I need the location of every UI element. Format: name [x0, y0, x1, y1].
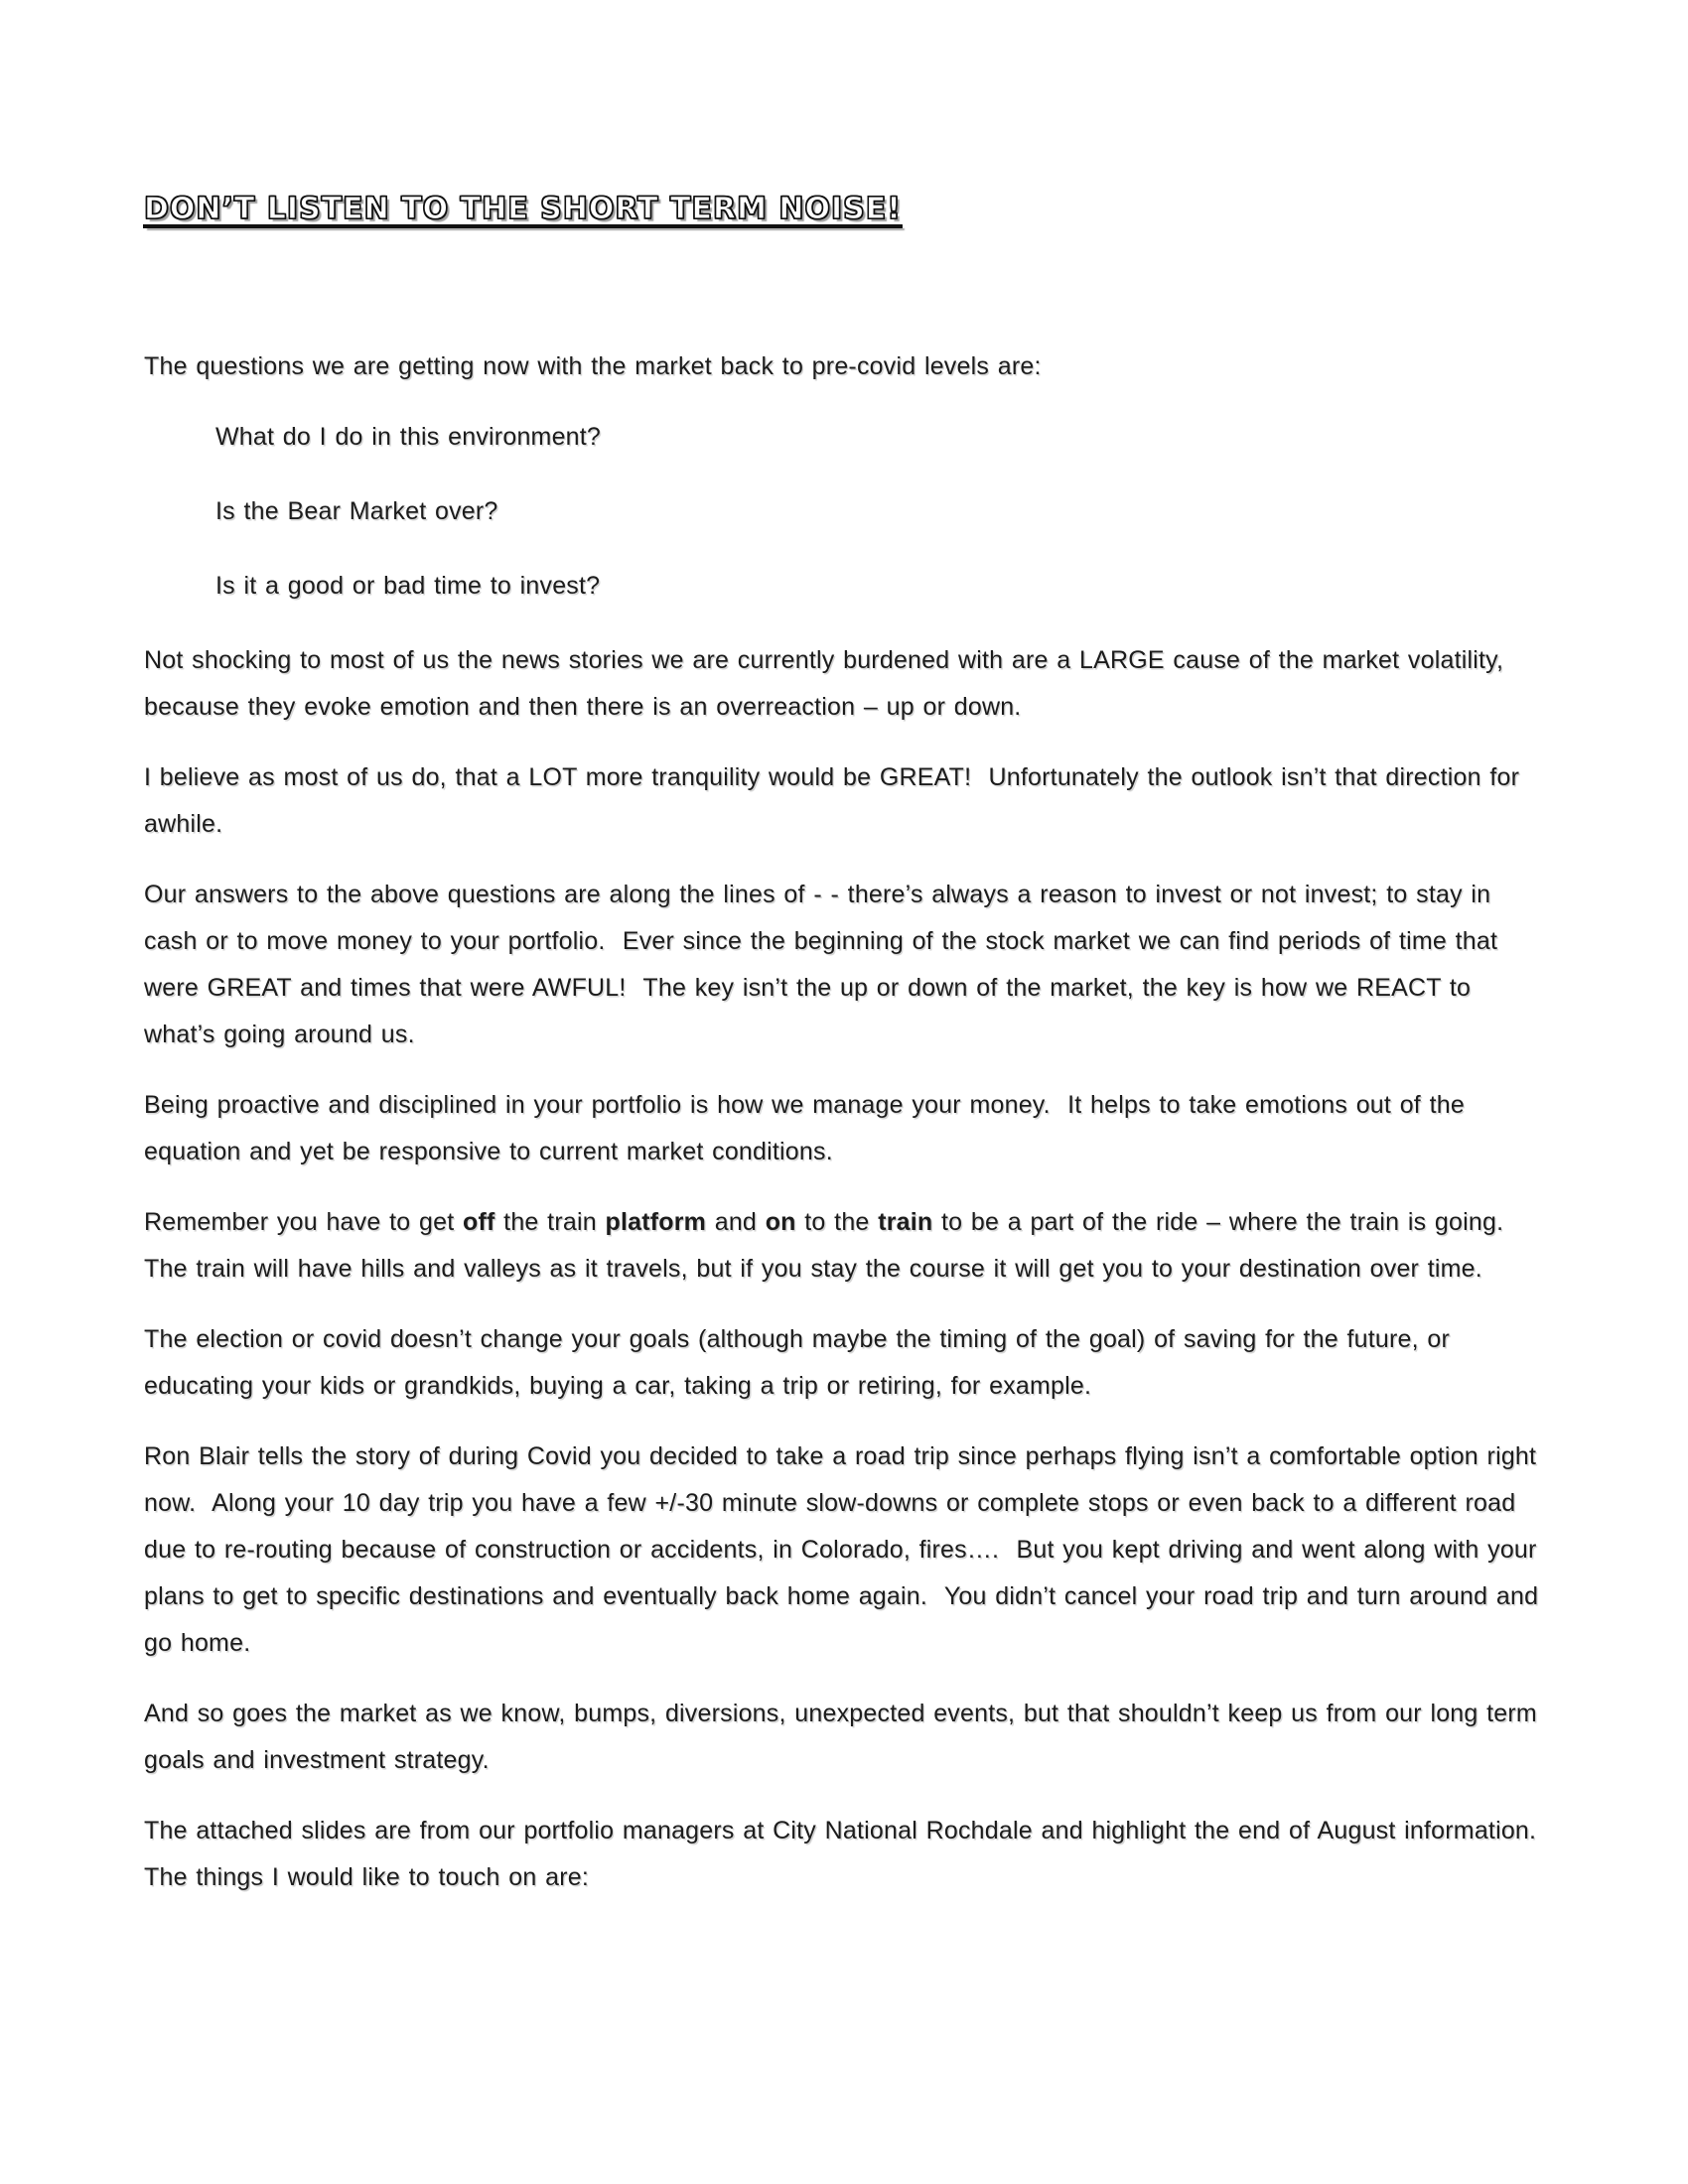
document-title: DON’T LISTEN TO THE SHORT TERM NOISE! — [144, 192, 902, 226]
text-segment: to be a part of the ride – where the train is going. The train will have hills and valleys as it travels, but if you stay the course it will get you to your destination over time. — [144, 1208, 1521, 1283]
paragraph-our-answers: Our answers to the above questions are along the lines of - - there’s always a reason to invest or not invest; to stay in cash or to move money to your portfolio. Ever since the beginning of the stock market we can find periods of time that were GREAT and times that were AWFUL! The key isn’t the up or down of the market, the key is how we REACT to what’s going around us. — [144, 881, 1506, 1048]
question-1: What do I do in this environment? — [215, 423, 602, 451]
paragraph-and-so-goes: And so goes the market as we know, bumps, diversions, unexpected events, but that shouldn’t keep us from our long term goals and investment strategy. — [144, 1700, 1546, 1774]
paragraph-ron-blair: Ron Blair tells the story of during Covid you decided to take a road trip since perhaps flying isn’t a comfortable option right now. Along your 10 day trip you have a few +/-30 minute slow-downs or complete stops or even back to a different road due to re-routing because of construction or accidents, in Colorado, fires…. But you kept driving and went along with your plans to get to specific destinations and eventually back home again. You didn’t cancel your road trip and turn around and go home. — [144, 1442, 1547, 1657]
document-body — [144, 343, 1554, 1901]
text-segment-bold: platform — [605, 1208, 707, 1236]
question-2: Is the Bear Market over? — [215, 497, 498, 525]
text-segment: to the — [795, 1208, 879, 1236]
intro-paragraph: The questions we are getting now with the market back to pre-covid levels are: — [144, 352, 1042, 380]
text-segment: and — [706, 1208, 766, 1236]
text-segment-bold: on — [765, 1208, 796, 1236]
question-3: Is it a good or bad time to invest? — [215, 572, 601, 600]
paragraph-election: The election or covid doesn’t change your goals (although maybe the timing of the goal) of saving for the future, or educating your kids or grandkids, buying a car, taking a trip or retiring, for example. — [144, 1325, 1459, 1400]
paragraph-being-proactive: Being proactive and disciplined in your portfolio is how we manage your money. It helps to take emotions out of the equation and yet be responsive to current market conditions. — [144, 1091, 1474, 1165]
paragraph-remember-train — [144, 1199, 1544, 1293]
paragraph-i-believe: I believe as most of us do, that a LOT more tranquility would be GREAT! Unfortunately the outlook isn’t that direction for awhile. — [144, 763, 1528, 838]
text-segment-bold: off — [463, 1208, 495, 1236]
paragraph-not-shocking: Not shocking to most of us the news stories we are currently burdened with are a LARGE cause of the market volatility, because they evoke emotion and then there is an overreaction – up or down. — [144, 646, 1512, 721]
text-segment: the train — [494, 1208, 606, 1236]
text-segment-bold: train — [878, 1208, 933, 1236]
paragraph-attached-slides: The attached slides are from our portfolio managers at City National Rochdale and highlight the end of August information. The things I would like to touch on are: — [144, 1817, 1554, 1891]
text-segment: Remember you have to get — [144, 1208, 463, 1236]
